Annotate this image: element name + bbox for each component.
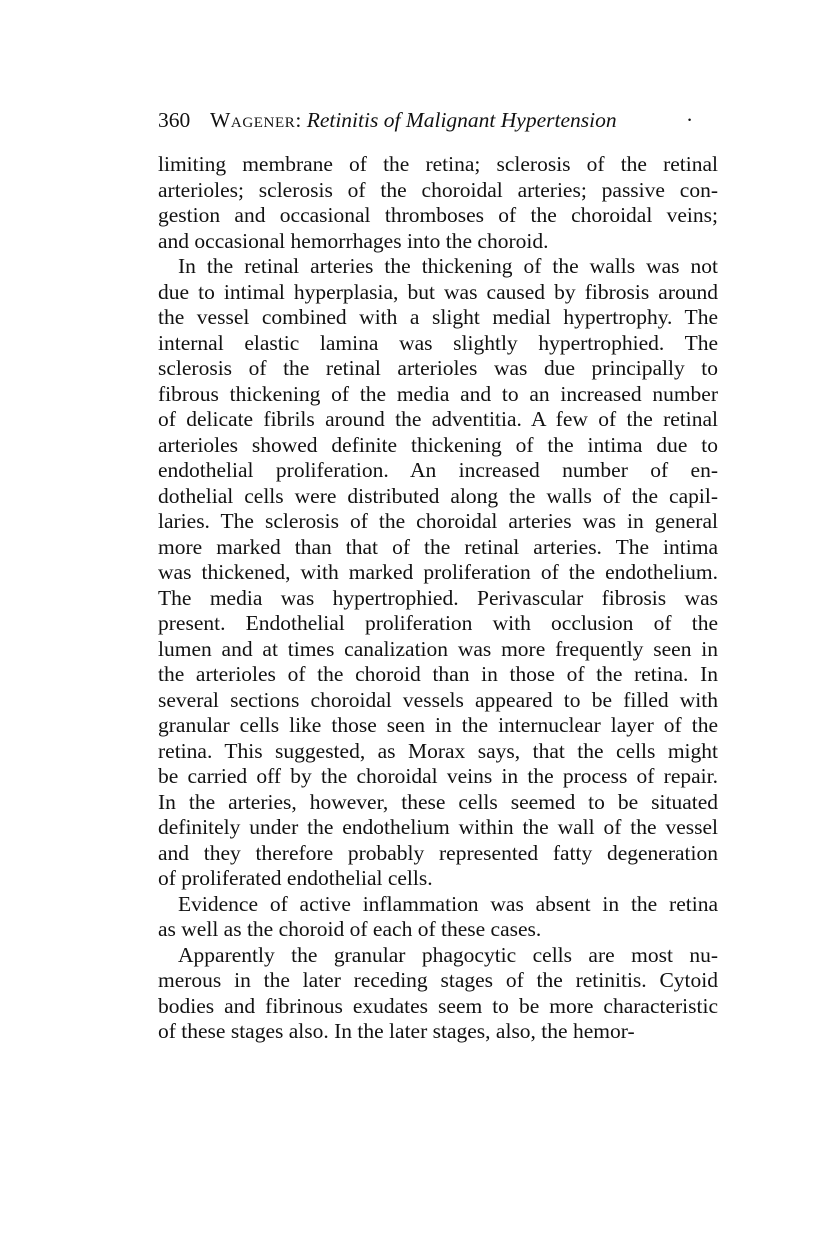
paragraph [158,254,718,892]
running-head [158,104,718,136]
running-head-author: Wagener [210,108,296,132]
text-line: gestion and occasional thromboses of the choroidal veins; [158,203,718,227]
text-line: of delicate fibrils around the adventitia. A few of the retinal [158,407,718,431]
text-line: dothelial cells were distributed along the walls of the capil- [158,483,718,508]
text-line: internal elastic lamina was slightly hypertrophied. The [158,330,718,355]
text-line: In the arteries, however, these cells seemed to be situated [158,789,718,814]
text-line: the arterioles of the choroid than in those of the retina. In [158,662,718,686]
text-line: several sections choroidal vessels appeared to be filled with [158,687,718,712]
text-line: merous in the later receding stages of the retinitis. Cytoid [158,968,718,992]
paragraph [158,943,718,1045]
text-line: present. Endothelial proliferation with occlusion of the [158,611,718,635]
text-line: be carried off by the choroidal veins in the process of repair. [158,764,718,788]
text-line: Evidence of active inflammation was absent in the retina [178,891,718,916]
running-head-mark: · [686,108,694,132]
text-line: The media was hypertrophied. Perivascular fibrosis was [158,585,718,610]
running-head-separator: : [295,108,302,132]
text-line: definitely under the endothelium within the wall of the vessel [158,815,718,839]
text-line: was thickened, with marked proliferation of the endothelium. [158,560,718,584]
paragraph [158,892,718,943]
text-line: lumen and at times canalization was more frequently seen in [158,636,718,661]
text-line: limiting membrane of the retina; sclerosis of the retinal [158,152,718,176]
text-line: due to intimal hyperplasia, but was caused by fibrosis around [158,279,718,304]
text-line: arterioles; sclerosis of the choroidal arteries; passive con- [158,177,718,202]
text-line: arterioles showed definite thickening of the intima due to [158,432,718,457]
text-line: of proliferated endothelial cells. [158,866,433,890]
text-line: fibrous thickening of the media and to an increased number [158,381,718,406]
text-line: more marked than that of the retinal arteries. The intima [158,534,718,559]
text-line: Apparently the granular phagocytic cells are most nu- [178,942,718,967]
text-line: bodies and fibrinous exudates seem to be more characteristic [158,993,718,1018]
text-line: endothelial proliferation. An increased number of en- [158,458,718,482]
text-line: of these stages also. In the later stages, also, the hemor- [158,1019,635,1043]
text-line: laries. The sclerosis of the choroidal arteries was in general [158,509,718,533]
text-line: sclerosis of the retinal arterioles was due principally to [158,356,718,380]
paragraph [158,152,718,254]
page-number: 360 [158,108,191,132]
text-line: the vessel combined with a slight medial hypertrophy. The [158,305,718,329]
text-line: retina. This suggested, as Morax says, that the cells might [158,738,718,763]
text-line: as well as the choroid of each of these cases. [158,917,542,941]
text-line: and they therefore probably represented fatty degeneration [158,840,718,865]
text-line: and occasional hemorrhages into the choroid. [158,228,549,253]
text-line: granular cells like those seen in the internuclear layer of the [158,713,718,737]
text-line: In the retinal arteries the thickening of the walls was not [178,254,718,278]
running-head-title: Retinitis of Malignant Hypertension [306,108,617,132]
body-text [158,152,718,1045]
